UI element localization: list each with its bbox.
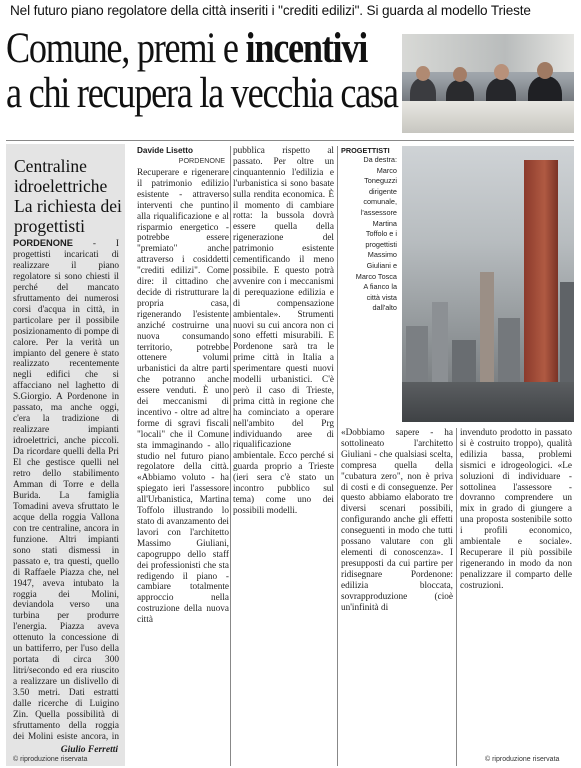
headline bbox=[6, 25, 398, 117]
article-column-4: invenduto prodotto in passato si è costruito troppo), qualità edilizia bassa, problemi sismici e idrogeologici. «Le soluzioni di individuare - sottolinea l'assessore - dovranno comprendere un mix in grado di giungere a una proposta sostenibile sotto i profili economico, ambientale e sociale». Recuperare il più possibile rigenerando in modo da non penalizzare il comparto delle costruzioni. bbox=[460, 428, 572, 591]
meeting-photo-head bbox=[416, 66, 430, 81]
caption-line: dall'alto bbox=[372, 303, 397, 313]
headline-line-1-bold: incentivi bbox=[245, 25, 368, 72]
caption-line: Marco Tosca bbox=[355, 271, 397, 281]
city-foreground bbox=[402, 382, 574, 422]
caption-line: comunale, bbox=[363, 197, 397, 207]
meeting-photo-head bbox=[453, 67, 467, 82]
column-rule bbox=[337, 146, 338, 766]
city-aerial-photo bbox=[402, 146, 574, 422]
article-column-1: Recuperare e rigenerare il patrimonio edilizio esistente - attraverso interventi che puntino alla riqualificazione e al risparmio energetico - potrebbe essere "premiato" anche attraverso i cosiddetti "crediti edilizi". Come dire: il cittadino che decide di ristrutturare la propria casa, rigenerando l'esistente anziché costruirne una nuova consumando territorio, potrebbe ottenere volumi urbanistici da altre parti che potranno anche essere venduti. È uno dei meccanismi di incentivo - oltre ad altre forme di sgravi fiscali "locali" che il Comune sta immaginando - allo studio nel futuro piano regolatore della città. «Abbiamo voluto - ha spiegato ieri l'assessore all'Urbanistica, Martina Toffolo illustrando lo stato di avanzamento dei lavori con l'architetto Massimo Giuliani, capogruppo dello staff dei professionisti che sta redigendo il piano - cambiare totalmente approccio nella costruzione della nuova città bbox=[137, 168, 229, 626]
photo-caption bbox=[341, 155, 397, 314]
caption-line: dirigente bbox=[369, 186, 397, 196]
article-column-2: pubblica rispetto al passato. Per oltre un cinquantennio l'edilizia e l'urbanistica si sono basate sulla rendita economica. È il momento di cambiare rotta: la bussola dovrà essere quella della rigenerazione del patrimonio esistente cementificando il meno possibile. E questo potrà avvenire con i meccanismi di perequazione edilizia e di compensazione ambientale». Strumenti nuovi su cui ancora non ci sono effetti misurabili. E Pordenone sarà tra le prime città in Italia a sperimentare questi nuovi modelli urbanistici. C'è però il caso di Trieste, prima città in regione che ha cominciato a operare nell'ambito del Prg individuando aree di riqualificazione ambientale. Ecco perché si guarda proprio a Trieste (ieri sera c'è stato un incontro pubblico sul tema) come uno dei possibili modelli. bbox=[233, 146, 334, 516]
caption-line: Massimo bbox=[367, 250, 397, 260]
caption-line: Martina bbox=[372, 218, 397, 228]
caption-line: l'assessore bbox=[360, 207, 397, 217]
sidebar-title: Centraline idroelettriche La richiesta dei progettisti bbox=[14, 156, 122, 236]
caption-label: PROGETTISTI bbox=[341, 146, 390, 155]
sidebar-dateline: PORDENONE bbox=[13, 238, 73, 248]
sidebar-text: - I progettisti incaricati di realizzare il piano regolatore si sono chiesti il perché del mancato sfruttamento dei numerosi corsi d'acqua in città, in particolare per il possibile posizionamento di pompe di calore. Per la verità un impianto del genere è stato realizzato recentemente negli edifici che si affacciano nel laghetto di S.Giorgio. A Pordenone in passato, ma anche oggi, c'era la tradizione di realizzare impianti idroelettrici, anche piccoli. Da ricordare quelli della Pri El che gestisce quelli nel retro dello stabilimento Amman di Torre e della Burida. La famiglia Tomadini aveva sfruttato le acque della roggia Vallona con tre centraline, ancora in funzione. Altri impianti sono stati dismessi in passato e, tra questi, quello di Raffaele Piazza che, nel 1947, aveva intubato la roggia dei Molini, deviandola verso una turbina per produrre l'energia. Piazza aveva ottenuto la concessione di un battiferro, per l'uso della portata di circa 300 litri/secondo ed era riuscito a realizzare un dislivello di 3.50 metri. Dati estratti dalle ricerche di Luigino Zin. Quella possibilità di sfruttamento della roggia dei Molini esiste ancora, in bbox=[13, 239, 119, 742]
caption-line: Toffolo e i bbox=[365, 229, 397, 239]
caption-line: Giuliani e bbox=[366, 260, 397, 270]
caption-line: Marco bbox=[376, 165, 397, 175]
section-rule bbox=[6, 140, 574, 141]
article-copyright: © riproduzione riservata bbox=[485, 756, 560, 763]
column-rule bbox=[230, 146, 231, 766]
meeting-photo-head bbox=[494, 64, 509, 80]
headline-line-1 bbox=[6, 25, 368, 72]
author-byline: Davide Lisetto bbox=[137, 146, 193, 155]
meeting-photo-table bbox=[402, 101, 574, 133]
article-dateline: PORDENONE bbox=[178, 156, 225, 165]
kicker: Nel futuro piano regolatore della città inseriti i "crediti edilizi". Si guarda al modello Trieste bbox=[10, 3, 531, 18]
headline-line-2: a chi recupera la vecchia casa bbox=[6, 70, 398, 117]
meeting-photo-head bbox=[537, 62, 553, 79]
caption-line: A fianco la bbox=[363, 282, 397, 292]
article-column-3: «Dobbiamo sapere - ha sottolineato l'architetto Giuliani - che qualsiasi scelta, compresa quella della "cubatura zero", non è priva di costi e di conseguenze. Per questo abbiamo elaborato tre diversi scenari possibili, configurando anche gli effetti conseguenti in modo che tutti possano valutare con gli elementi di conoscenza». I presupposti da cui partire per ridisegnare Pordenone: edilizia bloccata, sovrapproduzione (cioè un'infinità di bbox=[341, 428, 453, 613]
caption-line: città vista bbox=[366, 292, 397, 302]
sidebar-body bbox=[13, 238, 119, 742]
caption-line: Toneguzzi bbox=[364, 176, 397, 186]
meeting-photo bbox=[402, 34, 574, 133]
headline-line-1-regular: Comune, premi e bbox=[6, 25, 246, 72]
sidebar-signature: Giulio Ferretti bbox=[60, 745, 118, 755]
caption-line: progettisti bbox=[365, 239, 397, 249]
sidebar-copyright: © riproduzione riservata bbox=[13, 756, 88, 763]
column-rule bbox=[456, 428, 457, 766]
caption-line: Da destra: bbox=[363, 155, 397, 164]
